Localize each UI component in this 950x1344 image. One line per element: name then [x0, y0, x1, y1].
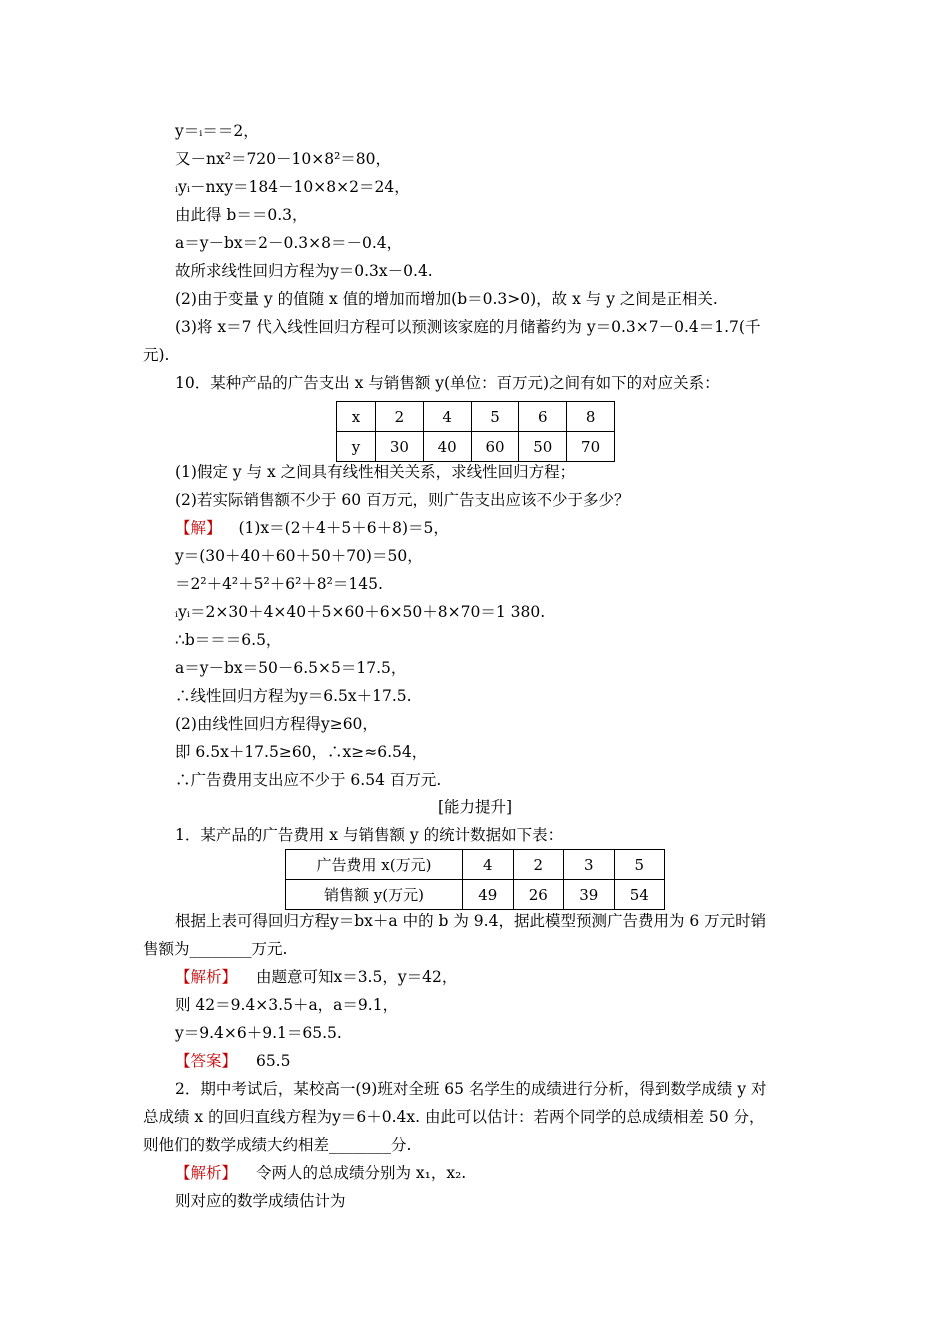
analysis-line: 则 42＝9.4×3.5＋a，a＝9.1， [175, 996, 399, 1014]
question-text: 则他们的数学成绩大约相差________分. [143, 1136, 412, 1154]
table-cell: 5 [471, 402, 519, 432]
analysis-tag: 【解析】 [175, 968, 238, 986]
solution-line [175, 517, 449, 539]
solution-line: ᵢyᵢ－nxy＝184－10×8×2＝24， [175, 178, 410, 196]
solution-line: 由此得 b＝＝0.3， [175, 206, 308, 224]
question-10: 10．某种产品的广告支出 x 与销售额 y(单位：百万元)之间有如下的对应关系： [175, 374, 720, 392]
section-title: [能力提升] [437, 798, 513, 816]
table-row [337, 432, 615, 462]
solution-text: (1)x＝(2＋4＋5＋6＋8)＝5， [238, 519, 449, 537]
analysis-line: 则对应的数学成绩估计为 [175, 1192, 346, 1210]
table-cell: 5 [614, 850, 665, 880]
analysis-tag: 【解析】 [175, 1164, 238, 1182]
solution-line: 故所求线性回归方程为y＝0.3x－0.4. [175, 262, 433, 280]
question-1: 1．某产品的广告费用 x 与销售额 y 的统计数据如下表： [175, 826, 564, 844]
question-text: 总成绩 x 的回归直线方程为y＝6＋0.4x. 由此可以估计：若两个同学的总成绩相差 50 分， [143, 1108, 765, 1126]
data-table-1 [285, 849, 665, 910]
solution-line: (3)将 x＝7 代入线性回归方程可以预测该家庭的月储蓄约为 y＝0.3×7－0.4＝1.7(千 [175, 318, 761, 336]
solution-line: ∴广告费用支出应不少于 6.54 百万元. [175, 771, 442, 789]
analysis-text: 由题意可知x＝3.5，y＝42， [255, 968, 458, 986]
solution-line: a＝y－bx＝50－6.5×5＝17.5， [175, 659, 407, 677]
table-cell: 30 [376, 432, 424, 462]
analysis-text: 令两人的总成绩分别为 x₁，x₂. [255, 1164, 467, 1182]
table-cell: 70 [567, 432, 615, 462]
solution-line: ᵢyᵢ＝2×30＋4×40＋5×60＋6×50＋8×70＝1 380. [175, 603, 546, 621]
table-cell: 8 [567, 402, 615, 432]
solution-line: (2)由线性回归方程得y≥60， [175, 715, 378, 733]
solution-line: ∴线性回归方程为y＝6.5x＋17.5. [175, 687, 412, 705]
analysis-line [175, 1162, 466, 1184]
question-2: 2．期中考试后，某校高一(9)班对全班 65 名学生的成绩进行分析，得到数学成绩 y 对 [175, 1080, 767, 1098]
table-cell: 54 [614, 880, 665, 910]
table-cell: 4 [463, 850, 514, 880]
table-cell: x [337, 402, 376, 432]
solution-line: y＝ᵢ＝＝2， [175, 122, 259, 140]
table-cell: 4 [423, 402, 471, 432]
question-text: 根据上表可得回归方程y＝bx＋a 中的 b 为 9.4，据此模型预测广告费用为 6 万元时销 [175, 912, 767, 930]
table-cell: 50 [519, 432, 567, 462]
table-cell: 49 [463, 880, 514, 910]
table-row [286, 880, 665, 910]
data-table-10 [336, 401, 615, 462]
solution-tag: 【解】 [175, 519, 222, 537]
answer-tag: 【答案】 [175, 1052, 238, 1070]
table-cell: 6 [519, 402, 567, 432]
solution-line: y＝(30＋40＋60＋50＋70)＝50， [175, 547, 423, 565]
question-part: (1)假定 y 与 x 之间具有线性相关关系，求线性回归方程； [175, 463, 576, 481]
analysis-line [175, 966, 457, 988]
table-cell: y [337, 432, 376, 462]
solution-line: a＝y－bx＝2－0.3×8＝－0.4， [175, 234, 403, 252]
solution-line: ∴b＝＝＝6.5， [175, 631, 282, 649]
table-cell: 60 [471, 432, 519, 462]
table-row [337, 402, 615, 432]
solution-line: ＝2²＋4²＋5²＋6²＋8²＝145. [175, 575, 383, 593]
solution-line: 又－nx²＝720－10×8²＝80， [175, 150, 392, 168]
question-text: 售额为________万元. [143, 940, 288, 958]
table-cell: 2 [513, 850, 564, 880]
table-cell: 39 [564, 880, 615, 910]
table-row [286, 850, 665, 880]
answer-line [175, 1050, 290, 1072]
table-cell: 广告费用 x(万元) [286, 850, 463, 880]
table-cell: 销售额 y(万元) [286, 880, 463, 910]
solution-line: 即 6.5x＋17.5≥60，∴x≥≈6.54， [175, 743, 428, 761]
analysis-line: y＝9.4×6＋9.1＝65.5. [175, 1024, 342, 1042]
solution-line: 元). [143, 346, 170, 364]
question-part: (2)若实际销售额不少于 60 百万元，则广告支出应该不少于多少？ [175, 491, 630, 509]
solution-line: (2)由于变量 y 的值随 x 值的增加而增加(b＝0.3>0)，故 x 与 y 之间是正相关. [175, 290, 718, 308]
answer-text: 65.5 [255, 1052, 291, 1070]
table-cell: 2 [376, 402, 424, 432]
table-cell: 3 [564, 850, 615, 880]
table-cell: 40 [423, 432, 471, 462]
table-cell: 26 [513, 880, 564, 910]
